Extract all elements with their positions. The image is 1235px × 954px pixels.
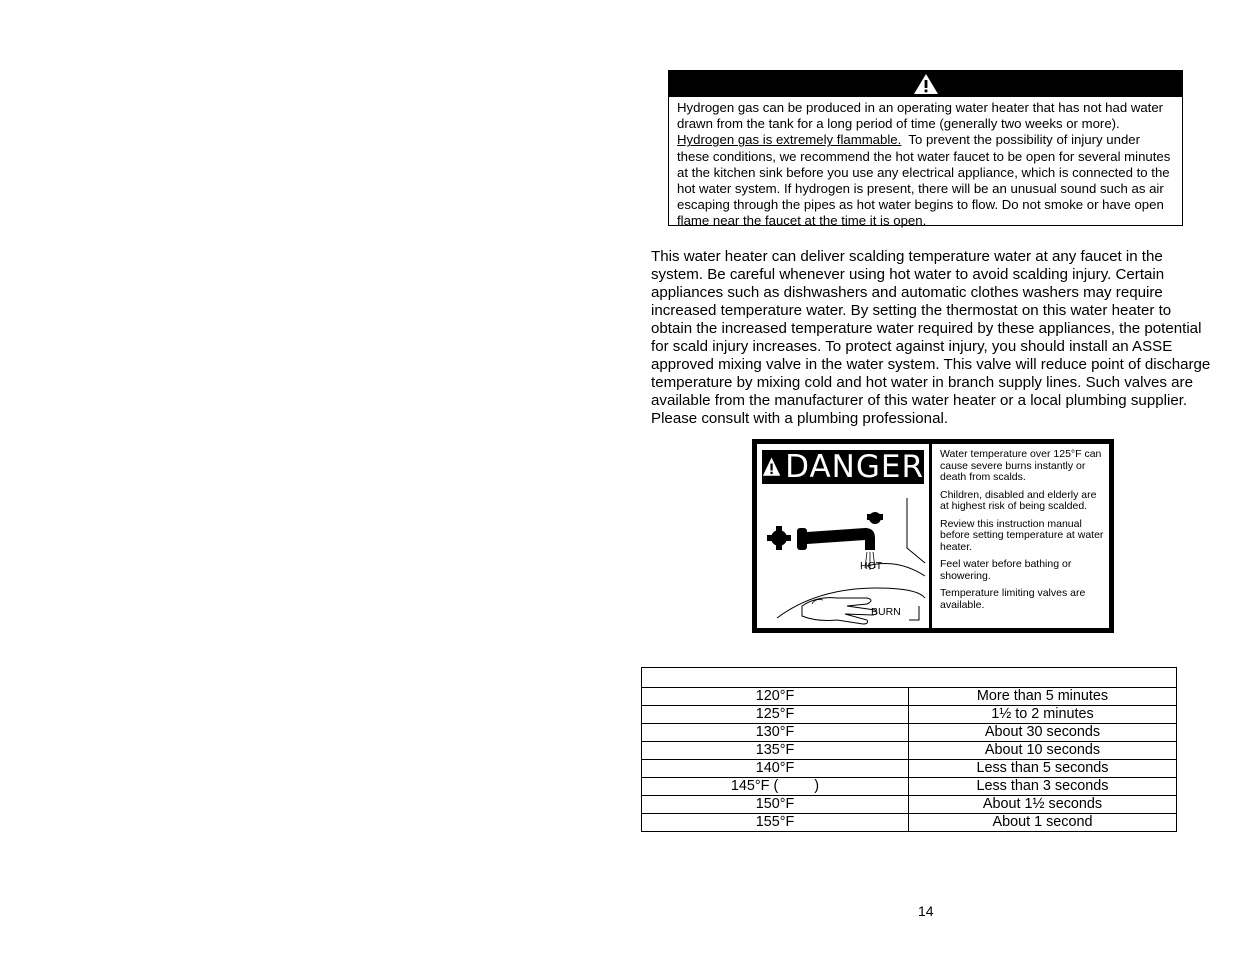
warning-header [669, 71, 1182, 97]
time-cell: About 1½ seconds [909, 796, 1177, 814]
temperature-value: 145°F ( [730, 778, 779, 794]
time-cell: About 1 second [909, 814, 1177, 832]
table-row [642, 688, 1177, 706]
table-row [642, 796, 1177, 814]
temperature-cell: 125°F [642, 706, 909, 724]
temperature-cell: 135°F [642, 742, 909, 760]
warning-triangle-icon [762, 455, 781, 479]
table-row [642, 706, 1177, 724]
warning-text [669, 97, 1182, 230]
illustration-hot-label: HOT [860, 560, 883, 572]
temperature-cell: 130°F [642, 724, 909, 742]
table-row [642, 814, 1177, 832]
table-header-row [642, 668, 1177, 688]
danger-message: Temperature limiting valves are available. [940, 587, 1086, 611]
scald-time-table [641, 667, 1177, 832]
hydrogen-warning-box [668, 70, 1183, 229]
table-row [642, 724, 1177, 742]
danger-message: Feel water before bathing or showering. [940, 558, 1072, 582]
danger-banner [762, 450, 924, 484]
time-cell: About 30 seconds [909, 724, 1177, 742]
time-cell: More than 5 minutes [909, 688, 1177, 706]
danger-word: DANGER [785, 448, 924, 485]
table-row [642, 742, 1177, 760]
time-cell: Less than 3 seconds [909, 778, 1177, 796]
temperature-cell [642, 778, 909, 796]
time-cell: 1½ to 2 minutes [909, 706, 1177, 724]
danger-message: Water temperature over 125°F can cause severe burns instantly or death from scalds. [940, 448, 1102, 483]
temperature-cell: 120°F [642, 688, 909, 706]
faucet-scald-illustration [757, 488, 929, 628]
temperature-cell: 150°F [642, 796, 909, 814]
warning-text-part1: Hydrogen gas can be produced in an operating water heater that has not had water drawn from the tank for a long period of time (generally two weeks or more). [677, 100, 1164, 132]
time-cell: Less than 5 seconds [909, 760, 1177, 778]
illustration-burn-label: BURN [871, 606, 901, 618]
table-row [642, 760, 1177, 778]
danger-label-illustration-panel [757, 444, 929, 628]
temperature-suffix: ) [814, 778, 820, 794]
warning-text-part2: To prevent the possibility of injury under these conditions, we recommend the hot water faucet to be open for several minutes at the kitchen sink before you use any electrical appliance, which is connected to the hot water system. If hydrogen is present, there will be an unusual sound such as air escaping through the pipes as hot water begins to flow. Do not smoke or have open flame near the faucet at the time it is open. [677, 132, 1171, 229]
scald-paragraph: This water heater can deliver scalding temperature water at any faucet in the system. Be careful whenever using hot water to avoid scalding injury. Certain appliances such as dishwashers and automatic clothes washers may require increased temperature water. By setting the thermostat on this water heater to obtain the increased temperature water required by these appliances, the potential for scald injury increases. To protect against injury, you should install an ASSE approved mixing valve in the water system. This valve will reduce point of discharge temperature by mixing cold and hot water in branch supply lines. Such valves are available from the manufacturer of this water heater or a local plumbing supplier. Please consult with a plumbing professional. [651, 248, 1211, 427]
table-row [642, 778, 1177, 796]
table-header-cell [642, 668, 1177, 688]
time-cell: About 10 seconds [909, 742, 1177, 760]
danger-message: Children, disabled and elderly are at highest risk of being scalded. [940, 488, 1097, 512]
warning-triangle-icon [913, 73, 939, 95]
danger-message: Review this instruction manual before setting temperature at water heater. [940, 517, 1104, 553]
page-number: 14 [918, 903, 934, 919]
danger-label-messages [932, 444, 1109, 628]
temperature-cell: 140°F [642, 760, 909, 778]
warning-flammable-statement: Hydrogen gas is extremely flammable. [677, 132, 902, 148]
temperature-cell: 155°F [642, 814, 909, 832]
danger-label [752, 439, 1114, 633]
